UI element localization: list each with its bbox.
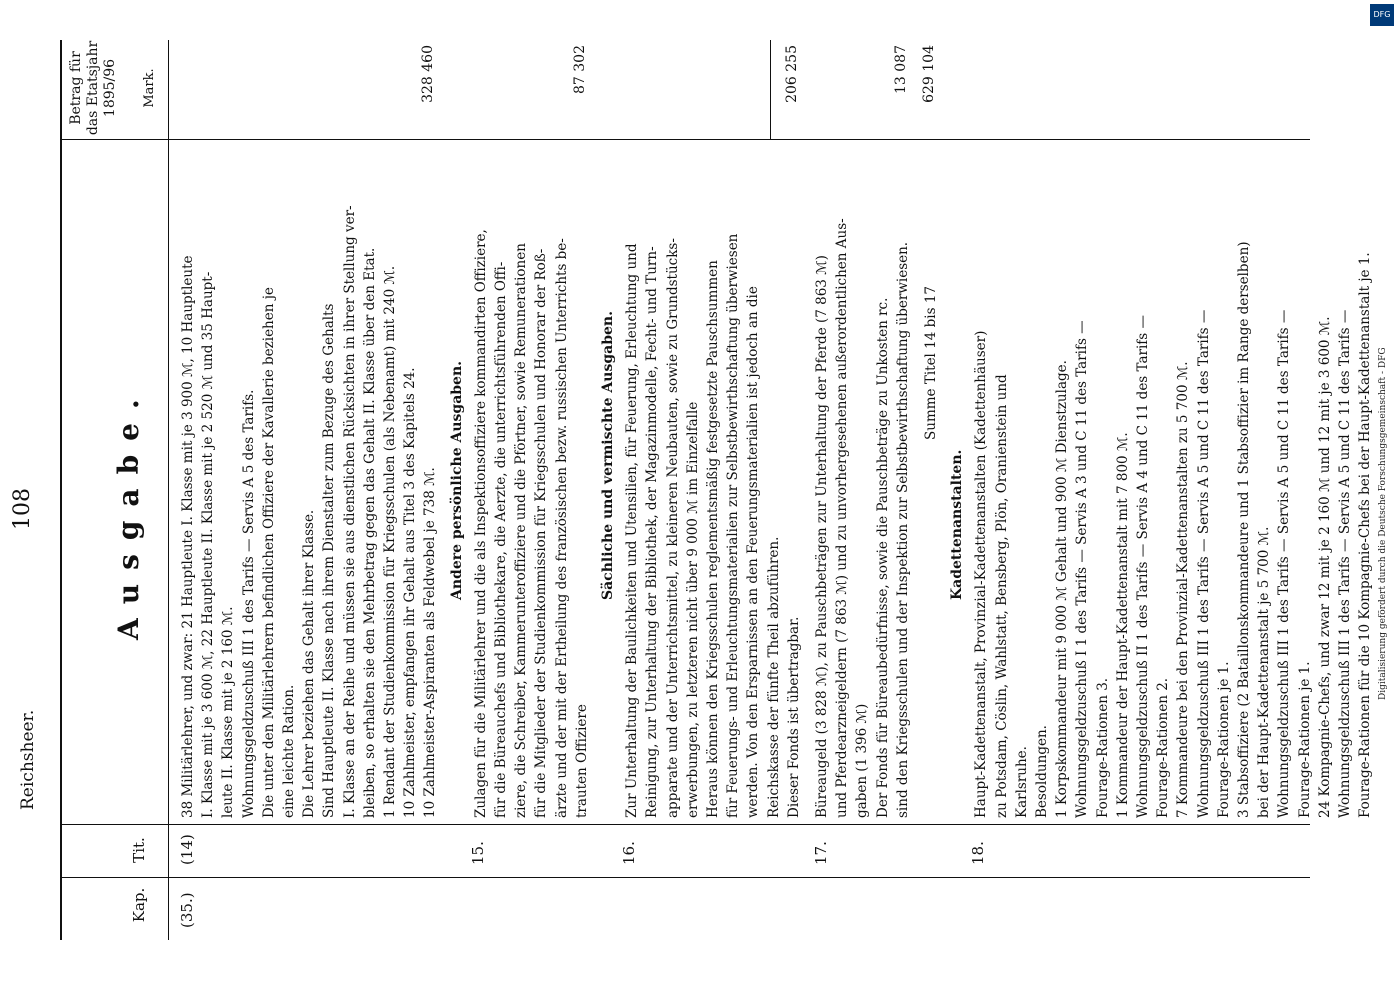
- row-kap: (35.): [178, 892, 196, 928]
- running-head: Reichsheer.: [18, 709, 38, 810]
- text-line: Zur Unterhaltung der Baulichkeiten und Utensilien, für Feuerung, Erleuchtung und: [624, 243, 641, 818]
- text-line: Karlsruhe.: [1013, 746, 1030, 818]
- row-amount: 87 302: [571, 45, 588, 94]
- text-line: leute II. Klasse mit je 2 160 ℳ.: [220, 606, 237, 818]
- text-line: Sind Hauptleute II. Klasse nach ihrem Dienstalter zum Bezuge des Gehalts: [321, 303, 338, 818]
- kap-divider: [60, 877, 1310, 878]
- text-line: Fourage-Rationen je 1.: [1296, 661, 1313, 818]
- row-tit: (14): [178, 834, 196, 865]
- text-line: 1 Rendant der Studienkommission für Kriegsschulen (als Nebenamt) mit 240 ℳ.: [382, 265, 398, 818]
- text-line: bei der Haupt-Kadettenanstalt je 5 700 ℳ.: [1256, 526, 1273, 818]
- tit-divider: [60, 824, 1310, 825]
- row-amount: 328 460: [420, 45, 437, 103]
- text-line: Die unter den Militärlehrern befindlichen Offiziere der Kavallerie beziehen je: [260, 287, 277, 818]
- row-tit: 17.: [812, 841, 830, 865]
- text-line: 10 Zahlmeister, empfangen ihr Gehalt aus Titel 3 des Kapitels 24.: [402, 367, 419, 818]
- text-line: 1 Korpskommandeur mit 9 000 ℳ Gehalt und 900 ℳ Dienstzulage.: [1054, 360, 1071, 818]
- col-mark: Mark.: [142, 68, 157, 108]
- text-line: Wohnungsgeldzuschuß III 1 des Tarifs — Servis A 5 und C 11 des Tarifs —: [1195, 309, 1212, 818]
- dfg-credit: Digitalisierung gefördert durch die Deutsche Forschungsgemeinschaft - DFG: [1378, 347, 1388, 700]
- sum-rule: [770, 40, 771, 140]
- text-line: Besoldungen.: [1034, 725, 1050, 818]
- text-line: sind den Kriegsschulen und der Inspektion zur Selbstbewirthschaftung überwiesen.: [894, 241, 911, 818]
- text-line: Wohnungsgeldzuschuß II 1 des Tarifs — Servis A 4 und C 11 des Tarifs —: [1135, 314, 1151, 818]
- row-heading: Sächliche und vermischte Ausgaben.: [600, 311, 616, 600]
- text-line: Fourage-Rationen 2.: [1155, 677, 1172, 818]
- text-line: eine leichte Ration.: [281, 684, 297, 818]
- text-line: für Feuerungs- und Erleuchtungsmaterialien zur Selbstbewirthschaftung überwiesen: [725, 233, 742, 818]
- text-line: Fourage-Rationen je 1.: [1215, 661, 1232, 818]
- text-line: trauten Offiziere: [573, 704, 590, 818]
- text-line: Reinigung, zur Unterhaltung der Bibliothek, der Magazinmodelle, Fecht- und Turn-: [644, 246, 661, 818]
- dfg-logo: DFG: [1370, 4, 1394, 26]
- text-line: Fourage-Rationen 3.: [1094, 677, 1111, 818]
- text-line: Zulagen für die Militärlehrer und die als Inspektionsoffiziere kommandirten Offiziere,: [472, 229, 489, 818]
- text-line: für die Mitglieder der Studienkommission für Kriegsschulen und Honorar der Roß-: [533, 248, 550, 818]
- col-betrag: Betrag für das Etatsjahr 1895/96: [68, 40, 118, 136]
- text-line: Dieser Fonds ist übertragbar.: [785, 616, 802, 818]
- text-line: 3 Stabsoffiziere (2 Bataillonskommandeure und 1 Stabsoffizier im Range derselben): [1236, 241, 1252, 818]
- text-line: I. Klasse mit je 3 600 ℳ, 22 Hauptleute II. Klasse mit je 2 520 ℳ und 35 Haupt-: [200, 271, 217, 818]
- row-heading: Andere persönliche Ausgaben.: [448, 360, 465, 600]
- text-line: zu Potsdam, Cöslin, Wahlstatt, Bensberg, Plön, Oranienstein und: [993, 374, 1010, 818]
- row-amount: 206 255: [783, 45, 800, 103]
- row-tit: 16.: [620, 841, 639, 865]
- row-heading: Kadettenanstalten.: [949, 449, 966, 600]
- row-amount: 629 104: [921, 45, 937, 103]
- text-line: Heraus können den Kriegsschulen reglementsmäßig festgesetzte Pauschsummen: [705, 260, 721, 818]
- page-number: 108: [10, 488, 35, 530]
- text-line: bleiben, so erhalten sie den Mehrbetrag gegen das Gehalt II. Klasse über den Etat.: [361, 247, 378, 818]
- text-line: 10 Zahlmeister-Aspiranten als Feldwebel je 738 ℳ.: [422, 467, 439, 818]
- text-line: gaben (1 396 ℳ): [854, 703, 871, 818]
- text-line: apparate und der Unterrichtsmittel, zu kleineren Neubauten, sowie zu Grundstücks-: [664, 238, 681, 818]
- text-line: Wohnungsgeldzuschuß I 1 des Tarifs — Servis A 3 und C 11 des Tarifs —: [1074, 320, 1091, 818]
- text-line: Der Fonds für Büreaubedürfnisse, sowie die Pauschbeträge zu Unkosten rc.: [874, 297, 891, 818]
- text-line: I. Klasse an der Reihe und müssen sie aus dienstlichen Rücksichten in ihrer Stellung ver-: [341, 205, 358, 818]
- row-tit: 15.: [468, 841, 487, 865]
- text-line: Wohnungsgeldzuschuß III 1 des Tarifs — Servis A 5 des Tarifs.: [240, 389, 257, 818]
- head-rule: [168, 40, 169, 940]
- text-line: Die Lehrer beziehen das Gehalt ihrer Klasse.: [301, 509, 318, 818]
- text-line: Wohnungsgeldzuschuß III 1 des Tarifs — Servis A 5 und C 11 des Tarifs —: [1337, 309, 1353, 818]
- col-tit: Tit.: [130, 837, 148, 863]
- top-rule: [60, 40, 62, 940]
- text-line: ziere, die Schreiber, Kammerunteroffiziere und die Pförtner, sowie Remunerationen: [513, 243, 530, 818]
- text-line: 7 Kommandeure bei den Provinzial-Kadettenanstalten zu 5 700 ℳ.: [1175, 361, 1192, 818]
- text-line: und Pferdearzneigeldern (7 863 ℳ) und zu unvorhergesehenen außerordentlichen Aus-: [834, 218, 851, 818]
- text-line: Summe Titel 14 bis 17: [923, 286, 939, 440]
- text-line: Wohnungsgeldzuschuß III 1 des Tarifs — Servis A 5 und C 11 des Tarifs —: [1276, 309, 1293, 818]
- text-line: 24 Kompagnie-Chefs, und zwar 12 mit je 2 160 ℳ und 12 mit je 3 600 ℳ.: [1316, 316, 1333, 818]
- text-line: erwerbungen, zu letzteren nicht über 9 000 ℳ im Einzelfalle: [684, 401, 701, 818]
- section-title: Ausgabe.: [112, 385, 145, 640]
- text-line: für die Büreauchefs und Bibliothekare, die Aerzte, die unterrichtsführenden Offi-: [493, 261, 509, 818]
- text-line: Reichskasse der fünfte Theil abzuführen.: [765, 536, 782, 818]
- text-line: Büreaugeld (3 828 ℳ), zu Pauschbeträgen zur Unterhaltung der Pferde (7 863 ℳ): [814, 255, 830, 818]
- text-line: ärzte und der mit der Ertheilung des französischen bezw. russischen Unterrichts be-: [553, 238, 570, 818]
- row-amount: 13 087: [892, 45, 909, 94]
- row-tit: 18.: [969, 841, 988, 865]
- text-line: 1 Kommandeur der Haupt-Kadettenanstalt mit 7 800 ℳ.: [1114, 432, 1131, 818]
- text-line: Haupt-Kadettenanstalt, Provinzial-Kadettenanstalten (Kadettenhäuser): [973, 330, 990, 818]
- text-line: werden. Von den Ersparnissen an den Feuerungsmaterialien ist jedoch an die: [745, 286, 762, 818]
- text-line: 38 Militärlehrer, und zwar: 21 Hauptleute I. Klasse mit je 3 900 ℳ, 10 Hauptleute: [180, 255, 196, 818]
- col-kap: Kap.: [130, 887, 148, 923]
- text-line: Fourage-Rationen für die 10 Kompagnie-Chefs bei der Haupt-Kadettenanstalt je 1.: [1357, 252, 1374, 818]
- amount-divider: [60, 139, 1310, 140]
